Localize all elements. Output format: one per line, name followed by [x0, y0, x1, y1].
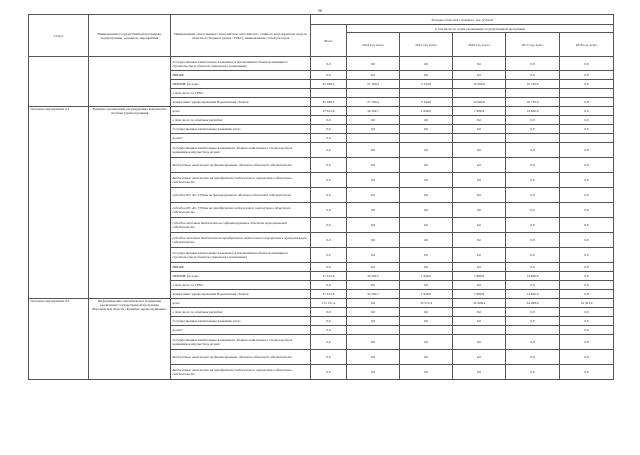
year-value-cell: 0,0 [560, 290, 614, 299]
year-value-cell: 34 298,4 [506, 299, 560, 308]
status-cell [29, 57, 89, 107]
year-value-cell: 7 980,9 [453, 107, 506, 116]
total-value-cell: 172 151,4 [311, 299, 347, 308]
total-value-cell: 0,0 [311, 281, 347, 290]
expense-item-cell: Бюджетные инвестиции на приобретение недвижимого имущества в областную собственность [171, 173, 311, 188]
year-value-cell: 0,0 [560, 308, 614, 317]
year-value-cell: 0,0 [347, 143, 400, 158]
year-value-cell: 0,0 [347, 365, 400, 380]
year-value-cell: 34 592,7 [347, 107, 400, 116]
year-value-cell: 7 980,9 [453, 272, 506, 281]
expense-item-cell: в том числе по статьям расходов: [171, 116, 311, 125]
year-value-cell [560, 134, 614, 143]
total-value-cell: 37 613,6 [311, 290, 347, 299]
year-value-cell: 0,0 [453, 218, 506, 233]
year-value-cell: 0,0 [506, 143, 560, 158]
status-cell: Основное мероприятие 9.3 [29, 299, 89, 380]
expense-item-cell: Бюджетные инвестиции на приобретение недвижимого имущества в областную собственность [171, 365, 311, 380]
year-value-cell [400, 134, 453, 143]
year-value-cell: 0,0 [453, 317, 506, 326]
year-value-cell: 0,0 [506, 57, 560, 71]
year-value-cell: 0,0 [347, 233, 400, 248]
total-value-cell: 0,0 [311, 350, 347, 365]
expense-item-cell: департамент здравоохранения Воронежской области [171, 98, 311, 107]
year-value-cell: 0,0 [453, 350, 506, 365]
total-value-cell [311, 89, 347, 98]
expense-item-cell: из них: [171, 326, 311, 335]
expense-item-cell: субсидии местным бюджетам на приобретение недвижимого имущества в муниципальную собственность [171, 233, 311, 248]
year-value-cell: 27 199,2 [347, 98, 400, 107]
total-value-cell: 0,0 [311, 143, 347, 158]
year-value-cell: 7 980,9 [453, 290, 506, 299]
program-cell: Информационно-аналитическое поддержки реализации государственной программы Воронежской области «Развитие здравоохранения» [89, 299, 171, 380]
year-value-cell: 14 820,0 [506, 107, 560, 116]
total-value-cell: 0,0 [311, 233, 347, 248]
expense-item-cell: департамент здравоохранения Воронежской области [171, 290, 311, 299]
total-value-cell: 0,0 [311, 57, 347, 71]
year-value-cell: 0,0 [347, 350, 400, 365]
year-value-cell: 14 994,9 [453, 98, 506, 107]
total-value-cell: 0,0 [311, 218, 347, 233]
expense-item-cell: Государственные капитальные вложения, всего [171, 125, 311, 134]
year-value-cell: 0,0 [400, 71, 453, 80]
year-value-cell: 0,0 [506, 116, 560, 125]
year-value-cell: 0,0 [400, 57, 453, 71]
header-year: 2015 год, всего [400, 33, 453, 57]
year-value-cell: 0,0 [347, 248, 400, 263]
header-year: 2016 год, всего [453, 33, 506, 57]
year-value-cell [453, 89, 506, 98]
total-value-cell: 0,0 [311, 188, 347, 203]
year-value-cell: 0,0 [560, 263, 614, 272]
year-value-cell: 0,0 [347, 125, 400, 134]
year-value-cell [506, 89, 560, 98]
expense-item-cell: Государственные капитальные вложения (за исключением объектов жилищного строительства и объектов социального назначения) [171, 248, 311, 263]
year-value-cell: 0,0 [453, 125, 506, 134]
year-value-cell: 0,0 [400, 233, 453, 248]
year-value-cell [453, 134, 506, 143]
year-value-cell: 0,0 [453, 365, 506, 380]
table-row [29, 299, 614, 308]
year-value-cell: 0,0 [506, 233, 560, 248]
year-value-cell: 0,0 [560, 71, 614, 80]
year-value-cell: 27 199,2 [347, 80, 400, 89]
year-value-cell: 0,0 [506, 188, 560, 203]
year-value-cell: 0,0 [347, 299, 400, 308]
year-value-cell [347, 134, 400, 143]
total-value-cell: 37 613,6 [311, 107, 347, 116]
expense-item-cell: Государственные капитальные вложения (в объекты капитального строительства и недвижимое имущество), из них: [171, 143, 311, 158]
total-value-cell: 0,0 [311, 173, 347, 188]
year-value-cell: 0,0 [453, 173, 506, 188]
year-value-cell [347, 326, 400, 335]
year-value-cell [347, 89, 400, 98]
year-value-cell: 0,0 [560, 98, 614, 107]
year-value-cell: 0,0 [347, 203, 400, 218]
year-value-cell: 0,0 [560, 218, 614, 233]
year-value-cell: 34 298,4 [453, 299, 506, 308]
year-value-cell: 0,0 [400, 248, 453, 263]
expense-item-cell: Бюджетные инвестиции на финансирование объектов областной собственности [171, 350, 311, 365]
year-value-cell: 3 344,0 [400, 98, 453, 107]
year-value-cell: 0,0 [506, 281, 560, 290]
year-value-cell: 0,0 [506, 350, 560, 365]
year-value-cell: 0,0 [506, 173, 560, 188]
year-value-cell: 0,0 [347, 188, 400, 203]
total-value-cell: 0,0 [311, 365, 347, 380]
header-program-name: Наименование государственной программы, подпрограммы, основного мероприятия [89, 15, 171, 57]
total-value-cell: 0,0 [311, 326, 347, 335]
total-value-cell: 0,0 [311, 116, 347, 125]
year-value-cell: 0,0 [347, 158, 400, 173]
year-value-cell: 0,0 [453, 335, 506, 350]
expense-item-cell: Государственные капитальные вложения (в объекты капитального строительства и недвижимое имущество), из них: [171, 335, 311, 350]
header-year: 2017 год, всего [506, 33, 560, 57]
year-value-cell [400, 89, 453, 98]
year-value-cell: 0,0 [560, 365, 614, 380]
year-value-cell: 0,0 [347, 308, 400, 317]
year-value-cell: 0,0 [453, 158, 506, 173]
year-value-cell: 0,0 [453, 308, 506, 317]
status-cell: Основное мероприятие 9.2 [29, 107, 89, 299]
year-value-cell: 0,0 [560, 158, 614, 173]
header-expenses-group: Расходы областного бюджета, тыс. рублей [311, 15, 614, 25]
table-row [29, 107, 614, 116]
total-value-cell: 37 613,6 [311, 272, 347, 281]
total-value-cell: 0,0 [311, 125, 347, 134]
year-value-cell: 0,0 [560, 80, 614, 89]
year-value-cell: 0,0 [347, 71, 400, 80]
year-value-cell: 19 730,0 [506, 80, 560, 89]
year-value-cell: 14 820,0 [506, 272, 560, 281]
year-value-cell: 0,0 [506, 125, 560, 134]
expense-item-cell: НИОКР [171, 263, 311, 272]
table-body [29, 57, 614, 380]
year-value-cell: 0,0 [560, 125, 614, 134]
year-value-cell: 0,0 [347, 173, 400, 188]
total-value-cell: 0,0 [311, 158, 347, 173]
total-value-cell: 0,0 [311, 71, 347, 80]
total-value-cell: 0,0 [311, 335, 347, 350]
year-value-cell: 0,0 [560, 107, 614, 116]
year-value-cell: 0,0 [506, 365, 560, 380]
total-value-cell: 0,0 [311, 317, 347, 326]
expense-item-cell: всего [171, 107, 311, 116]
header-total: Всего [311, 25, 347, 57]
year-value-cell: 14 820,0 [506, 290, 560, 299]
year-value-cell: 34 592,7 [347, 272, 400, 281]
year-value-cell [506, 326, 560, 335]
total-value-cell: 65 268,2 [311, 80, 347, 89]
expense-item-cell: из них: [171, 134, 311, 143]
year-value-cell: 0,0 [506, 263, 560, 272]
table-header [29, 15, 614, 57]
year-value-cell: 0,0 [453, 281, 506, 290]
year-value-cell: 0,0 [560, 57, 614, 71]
total-value-cell: 65 268,2 [311, 98, 347, 107]
year-value-cell: 0,0 [506, 317, 560, 326]
year-value-cell [560, 89, 614, 98]
expense-item-cell: ПРОЧИЕ расходы [171, 80, 311, 89]
year-value-cell: 0,0 [506, 335, 560, 350]
year-value-cell: 0,0 [453, 143, 506, 158]
year-value-cell: 0,0 [400, 116, 453, 125]
year-value-cell: 3 344,0 [400, 80, 453, 89]
header-status: Статус [29, 15, 89, 57]
program-cell [89, 57, 171, 107]
year-value-cell: 0,0 [400, 308, 453, 317]
year-value-cell: 34 592,7 [347, 290, 400, 299]
expense-item-cell: ПРОЧИЕ расходы [171, 272, 311, 281]
year-value-cell: 0,0 [453, 188, 506, 203]
year-value-cell: 0,0 [400, 188, 453, 203]
year-value-cell: 0,0 [400, 317, 453, 326]
year-value-cell: 14 994,9 [453, 80, 506, 89]
year-value-cell: 0,0 [560, 116, 614, 125]
table-row [29, 57, 614, 71]
year-value-cell: 1 640,0 [400, 290, 453, 299]
year-value-cell: 0,0 [506, 218, 560, 233]
header-by-years: в том числе по годам реализации государственной программы [347, 25, 614, 33]
year-value-cell: 0,0 [400, 365, 453, 380]
year-value-cell: 0,0 [400, 143, 453, 158]
expense-item-cell: НИОКР [171, 71, 311, 80]
year-value-cell: 0,0 [560, 281, 614, 290]
year-value-cell: 0,0 [400, 158, 453, 173]
year-value-cell: 0,0 [453, 263, 506, 272]
program-cell: Развитие организаций, регулирующих компоненты системы здравоохранения [89, 107, 171, 299]
expense-item-cell: в том числе по статьям расходов: [171, 308, 311, 317]
year-value-cell: 0,0 [560, 143, 614, 158]
header-executor: Наименование ответственного исполнителя, исполнителя - главного распорядителя средств областного бюджета (далее - ГРБС), наименование статей расходов [171, 15, 311, 57]
year-value-cell: 0,0 [400, 281, 453, 290]
year-value-cell: 33 572,4 [400, 299, 453, 308]
year-value-cell: 0,0 [400, 350, 453, 365]
year-value-cell: 0,0 [560, 350, 614, 365]
year-value-cell: 0,0 [400, 335, 453, 350]
year-value-cell: 0,0 [347, 281, 400, 290]
year-value-cell: 0,0 [347, 57, 400, 71]
expense-item-cell: субсидии БУ, АУ, ГУПам на финансирование объектов областной собственности [171, 188, 311, 203]
year-value-cell: 0,0 [506, 308, 560, 317]
year-value-cell: 0,0 [400, 263, 453, 272]
year-value-cell: 0,0 [347, 218, 400, 233]
total-value-cell: 0,0 [311, 263, 347, 272]
total-value-cell: 0,0 [311, 134, 347, 143]
year-value-cell: 0,0 [560, 335, 614, 350]
total-value-cell: 0,0 [311, 203, 347, 218]
expense-item-cell: в том числе по ГРБС: [171, 89, 311, 98]
year-value-cell: 0,0 [560, 233, 614, 248]
expense-item-cell: Государственные капитальные вложения, всего [171, 317, 311, 326]
year-value-cell: 0,0 [347, 116, 400, 125]
budget-table [28, 14, 614, 380]
year-value-cell: 0,0 [453, 71, 506, 80]
year-value-cell: 0,0 [560, 326, 614, 335]
year-value-cell: 0,0 [400, 218, 453, 233]
total-value-cell: 0,0 [311, 308, 347, 317]
year-value-cell: 0,0 [453, 248, 506, 263]
year-value-cell: 0,0 [453, 116, 506, 125]
year-value-cell: 0,0 [506, 158, 560, 173]
expense-item-cell: в том числе по ГРБС: [171, 281, 311, 290]
year-value-cell: 0,0 [506, 203, 560, 218]
year-value-cell: 0,0 [560, 203, 614, 218]
expense-item-cell: Государственные капитальные вложения (за исключением объектов жилищного строительства и объектов социального назначения) [171, 57, 311, 71]
year-value-cell: 0,0 [560, 317, 614, 326]
year-value-cell: 0,0 [560, 272, 614, 281]
expense-item-cell: субсидии местным бюджетам на софинансирование объектов муниципальной собственности [171, 218, 311, 233]
expense-item-cell: субсидии БУ, АУ, ГУПам на приобретение недвижимого имущества в областную собственность [171, 203, 311, 218]
year-value-cell: 34 323,9 [560, 299, 614, 308]
year-value-cell: 0,0 [400, 173, 453, 188]
year-value-cell [400, 326, 453, 335]
total-value-cell: 0,0 [311, 248, 347, 263]
year-value-cell: 0,0 [400, 203, 453, 218]
year-value-cell: 0,0 [560, 173, 614, 188]
page-number: 56 [318, 8, 322, 13]
header-year: 2014 год, всего [347, 33, 400, 57]
year-value-cell [506, 134, 560, 143]
year-value-cell: 0,0 [400, 125, 453, 134]
year-value-cell: 0,0 [506, 71, 560, 80]
year-value-cell: 0,0 [347, 263, 400, 272]
year-value-cell: 0,0 [347, 317, 400, 326]
year-value-cell: 0,0 [506, 248, 560, 263]
header-year: 2018 год, всего [560, 33, 614, 57]
year-value-cell: 1 640,0 [400, 107, 453, 116]
expense-item-cell: Бюджетные инвестиции на финансирование объектов областной собственности [171, 158, 311, 173]
year-value-cell: 0,0 [453, 57, 506, 71]
year-value-cell: 19 730,0 [506, 98, 560, 107]
year-value-cell: 1 640,0 [400, 272, 453, 281]
year-value-cell: 0,0 [453, 233, 506, 248]
year-value-cell: 0,0 [560, 248, 614, 263]
year-value-cell: 0,0 [347, 335, 400, 350]
expense-item-cell: всего [171, 299, 311, 308]
year-value-cell: 0,0 [560, 188, 614, 203]
year-value-cell: 0,0 [453, 203, 506, 218]
year-value-cell [453, 326, 506, 335]
